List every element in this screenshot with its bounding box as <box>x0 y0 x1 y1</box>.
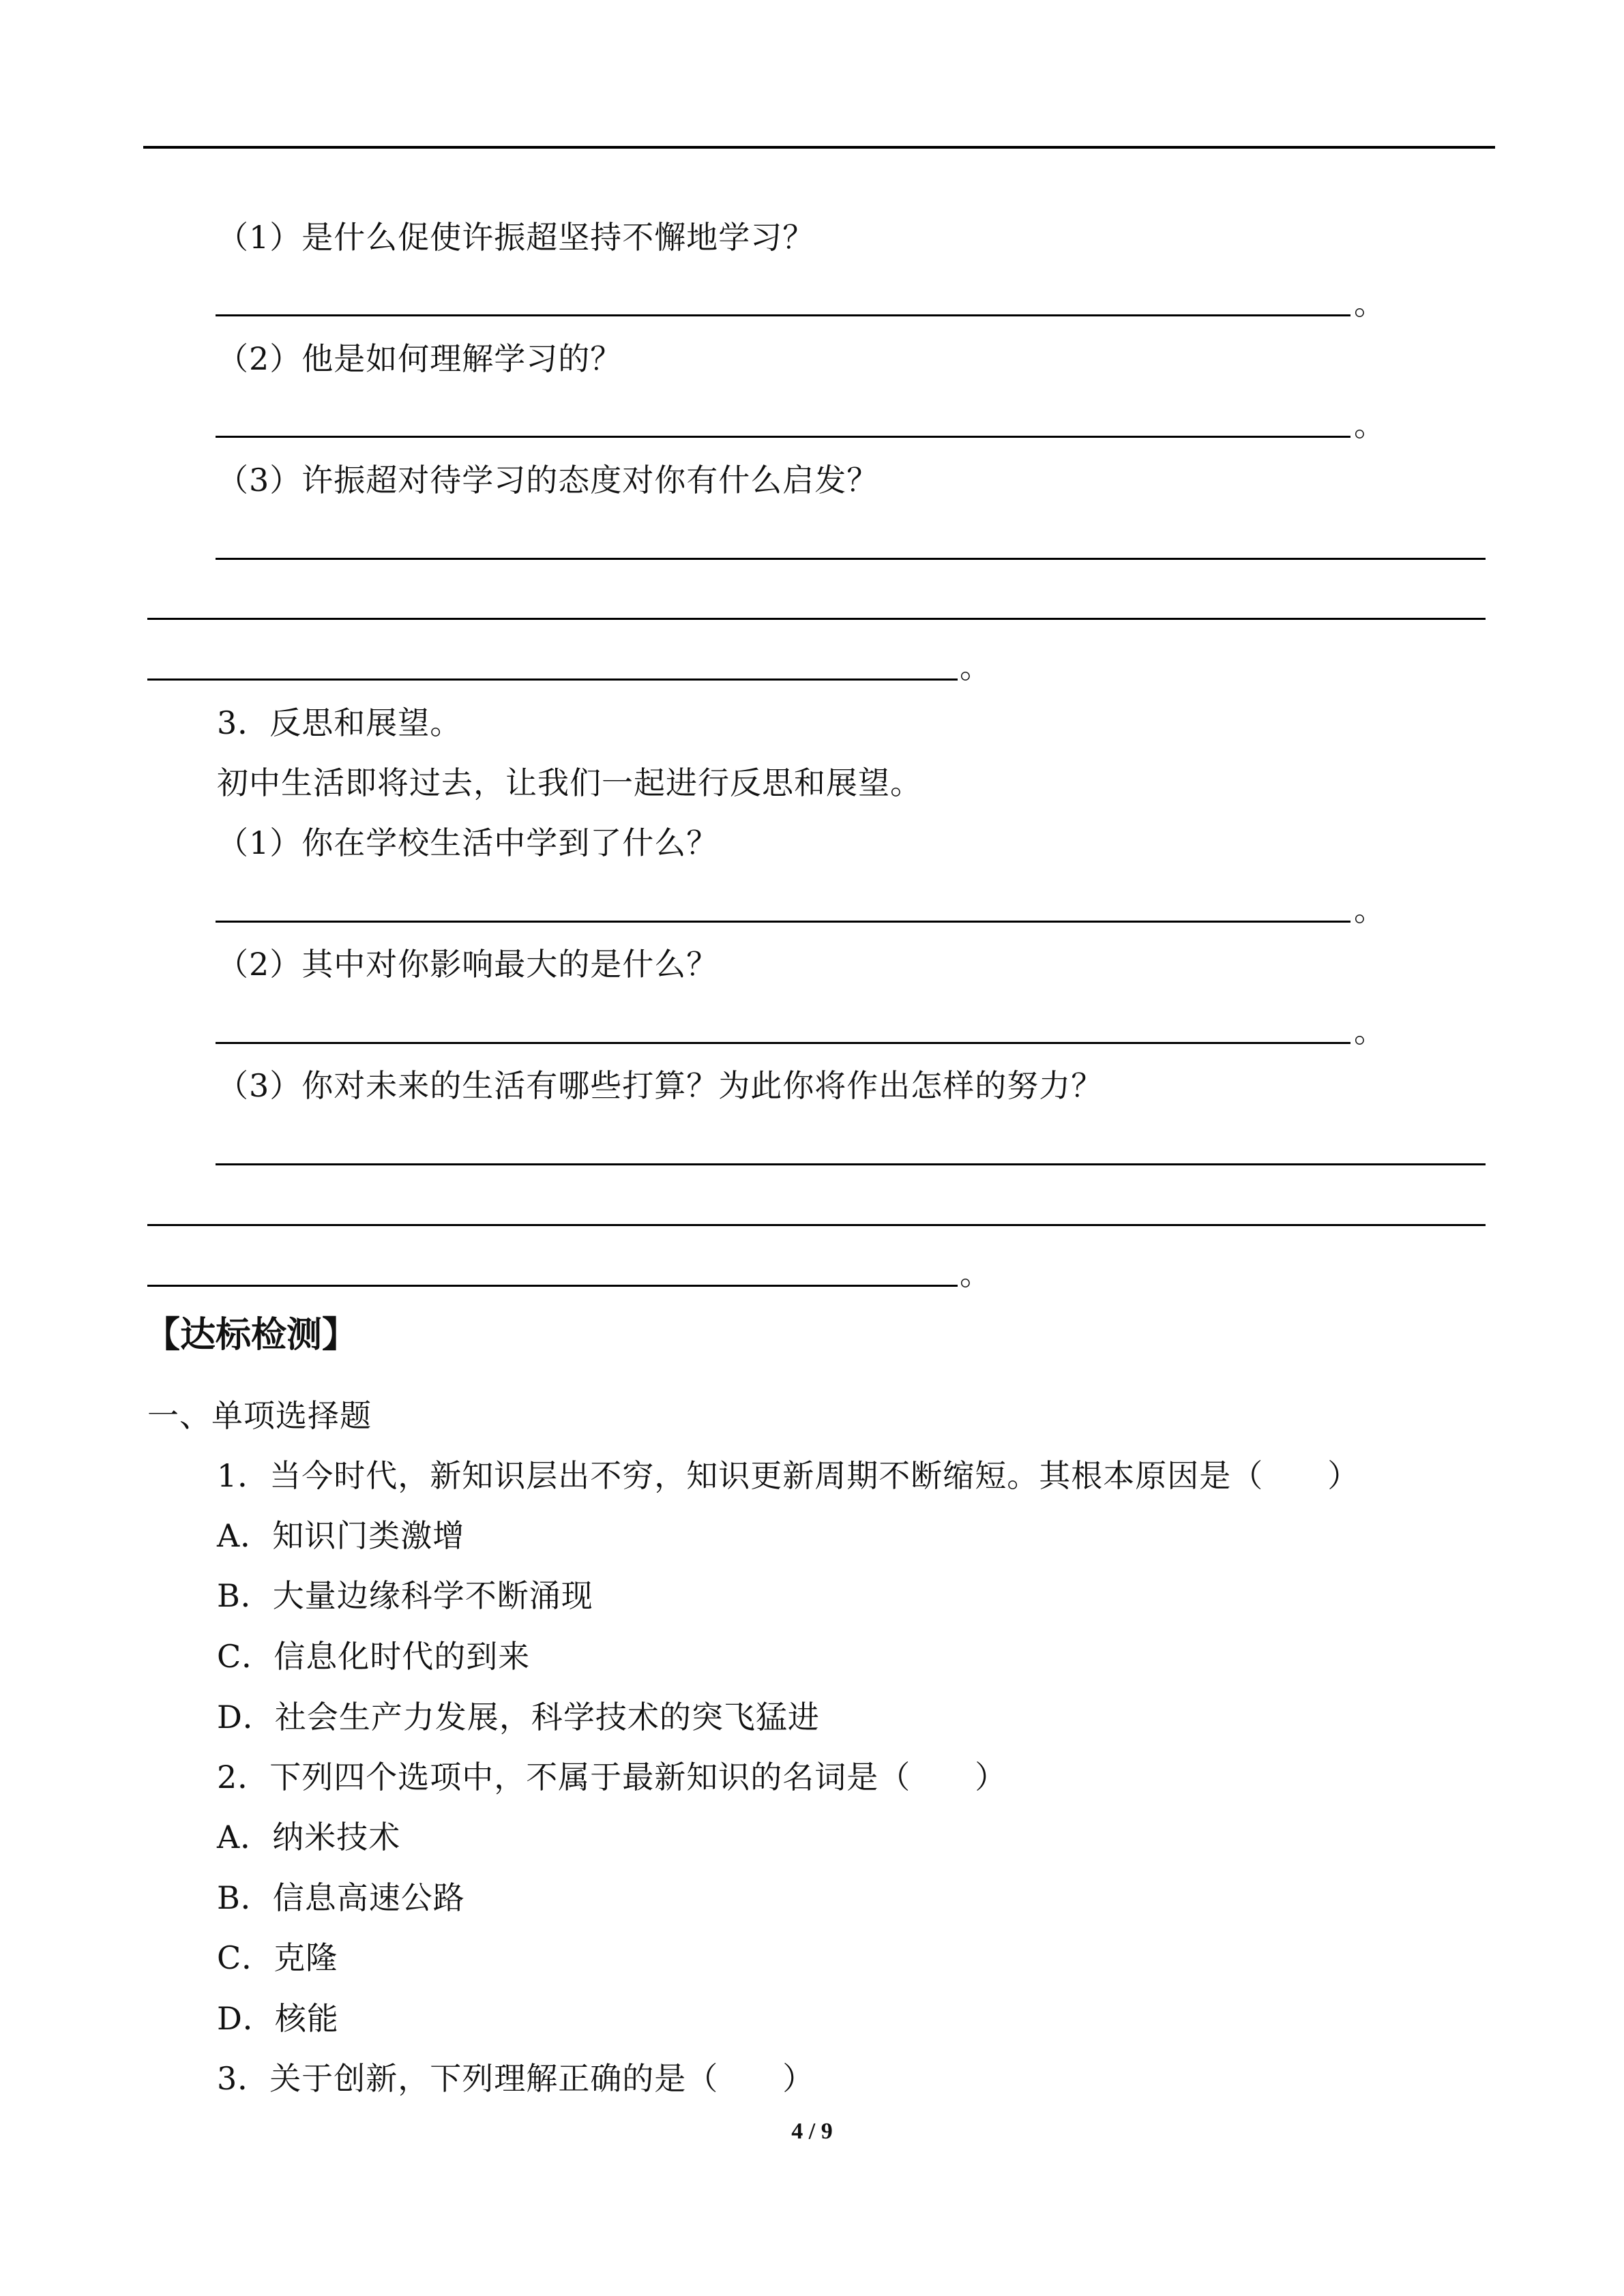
option-d: D．社会生产力发展，科学技术的突飞猛进 <box>217 1699 820 1735</box>
answer-line <box>216 1163 1486 1165</box>
header-rule <box>143 146 1495 149</box>
period: 。 <box>1354 285 1385 322</box>
question-stem: 1．当今时代，新知识层出不穷，知识更新周期不断缩短。其根本原因是（ ） <box>217 1457 1360 1494</box>
period: 。 <box>1354 406 1385 443</box>
option-b: B．大量边缘科学不断涌现 <box>217 1577 593 1614</box>
section-heading: 【达标检测】 <box>145 1315 358 1356</box>
period: 。 <box>1354 1013 1385 1049</box>
period: 。 <box>960 1255 991 1292</box>
option-d: D．核能 <box>217 2000 339 2037</box>
question-a2: （2）他是如何理解学习的？ <box>217 340 623 377</box>
answer-line <box>216 558 1486 560</box>
part-title: 一、单项选择题 <box>147 1397 372 1434</box>
period: 。 <box>1354 891 1385 928</box>
section-intro: 初中生活即将过去，让我们一起进行反思和展望。 <box>217 764 922 801</box>
option-c: C．信息化时代的到来 <box>217 1638 531 1675</box>
answer-line <box>216 436 1350 438</box>
option-a: A．纳米技术 <box>217 1819 401 1855</box>
answer-line <box>216 314 1350 316</box>
question-b3: （3）你对未来的生活有哪些打算？为此你将作出怎样的努力？ <box>217 1067 1104 1104</box>
option-a: A．知识门类激增 <box>217 1517 465 1554</box>
answer-line <box>147 618 1486 620</box>
question-b2: （2）其中对你影响最大的是什么？ <box>217 946 719 983</box>
answer-line <box>216 1042 1350 1044</box>
question-b1: （1）你在学校生活中学到了什么？ <box>217 824 719 861</box>
period: 。 <box>960 648 991 685</box>
option-b: B．信息高速公路 <box>217 1879 465 1916</box>
question-stem: 3．关于创新，下列理解正确的是（ ） <box>217 2060 815 2097</box>
page-number: 4 / 9 <box>791 2119 833 2144</box>
answer-line <box>147 679 958 681</box>
answer-line <box>147 1285 958 1287</box>
question-a3: （3）许振超对待学习的态度对你有什么启发？ <box>217 462 879 498</box>
section-title: 3．反思和展望。 <box>217 704 462 741</box>
answer-line <box>147 1224 1486 1226</box>
question-a1: （1）是什么促使许振超坚持不懈地学习？ <box>217 219 815 256</box>
question-stem: 2．下列四个选项中，不属于最新知识的名词是（ ） <box>217 1759 1007 1795</box>
answer-line <box>216 921 1350 923</box>
option-c: C．克隆 <box>217 1939 338 1976</box>
